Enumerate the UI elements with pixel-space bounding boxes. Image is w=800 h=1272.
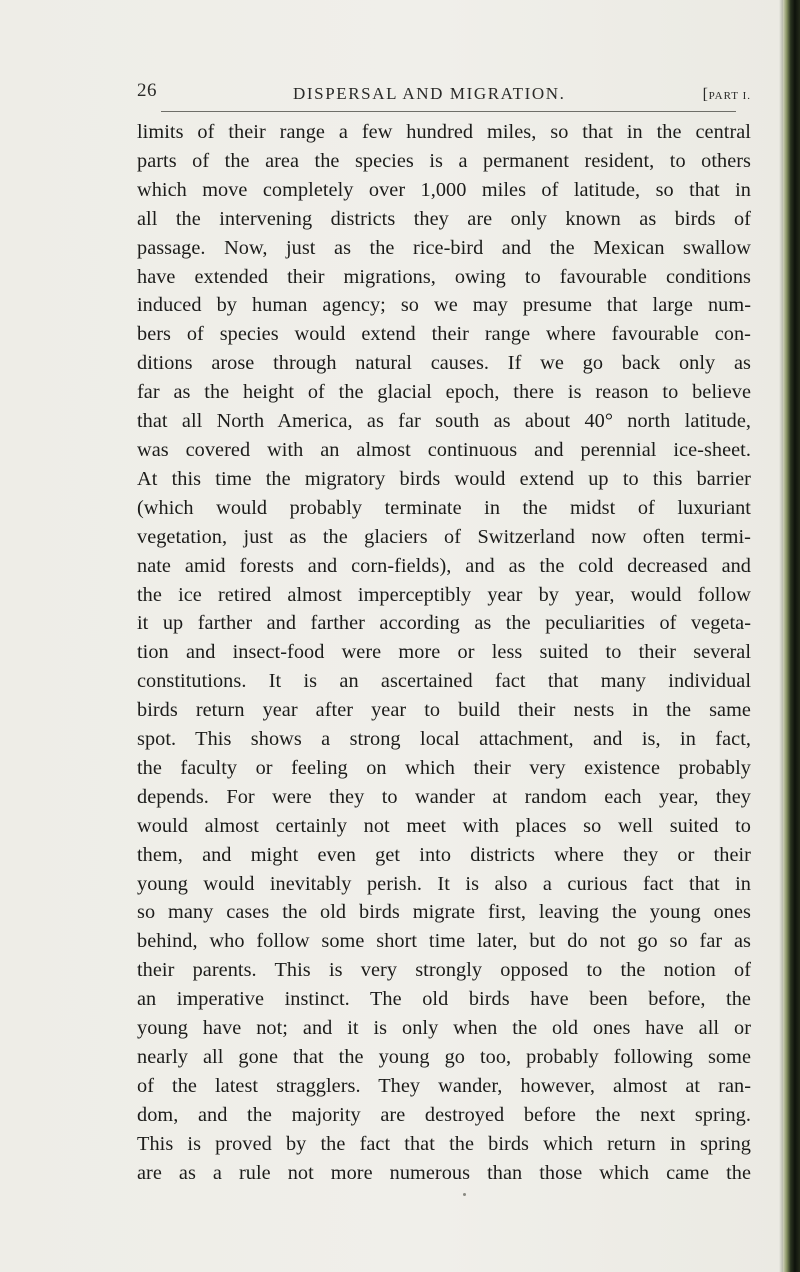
text-line: which move completely over 1,000 miles of latitude, so that in	[137, 178, 751, 201]
text-line: dom, and the majority are destroyed before the next spring.	[137, 1103, 751, 1126]
text-line: At this time the migratory birds would extend up to this barrier	[137, 467, 751, 490]
text-line: behind, who follow some short time later, but do not go so far as	[137, 930, 751, 953]
text-line: spot. This shows a strong local attachment, and is, in fact,	[137, 728, 751, 751]
text-line: so many cases the old birds migrate first, leaving the young ones	[137, 901, 751, 924]
part-label	[703, 86, 751, 104]
text-line: passage. Now, just as the rice-bird and the Mexican swallow	[137, 236, 751, 259]
text-line: constitutions. It is an ascertained fact that many individual	[137, 670, 751, 693]
chapter-title: DISPERSAL AND MIGRATION.	[293, 84, 566, 103]
page-number: 26	[137, 80, 157, 101]
text-line: an imperative instinct. The old birds have been before, the	[137, 988, 751, 1011]
part-label-text: PART I.	[708, 90, 751, 102]
text-line: young have not; and it is only when the old ones have all or	[137, 1017, 751, 1040]
text-line: the ice retired almost imperceptibly year by year, would follow	[137, 583, 751, 606]
text-line: would almost certainly not meet with places so well suited to	[137, 814, 751, 837]
body-text	[137, 118, 751, 1188]
text-line: them, and might even get into districts where they or their	[137, 843, 751, 866]
header-rule	[161, 111, 736, 112]
text-line: the faculty or feeling on which their very existence probably	[137, 756, 751, 779]
text-line: birds return year after year to build their nests in the same	[137, 699, 751, 722]
text-line: was covered with an almost continuous and perennial ice-sheet.	[137, 438, 751, 461]
text-line: vegetation, just as the glaciers of Switzerland now often termi-	[137, 525, 751, 548]
text-line: induced by human agency; so we may presume that large num-	[137, 294, 751, 317]
text-line: of the latest stragglers. They wander, however, almost at ran-	[137, 1074, 751, 1097]
running-head	[137, 80, 751, 112]
book-spine-edge	[783, 0, 800, 1272]
text-line: limits of their range a few hundred miles, so that in the central	[137, 121, 751, 143]
text-line: it up farther and farther according as the peculiarities of vegeta-	[137, 612, 751, 635]
text-line: (which would probably terminate in the midst of luxuriant	[137, 496, 751, 519]
text-line: nate amid forests and corn-fields), and as the cold decreased and	[137, 554, 751, 577]
text-line: tion and insect-food were more or less suited to their several	[137, 641, 751, 664]
text-line: are as a rule not more numerous than those which came the	[137, 1161, 751, 1184]
text-line: nearly all gone that the young go too, probably following some	[137, 1046, 751, 1068]
text-line: depends. For were they to wander at random each year, they	[137, 785, 751, 808]
text-line: that all North America, as far south as about 40° north latitude,	[137, 410, 751, 433]
text-line: their parents. This is very strongly opposed to the notion of	[137, 959, 751, 982]
text-line: bers of species would extend their range where favourable con-	[137, 323, 751, 346]
print-speck	[463, 1193, 466, 1196]
text-line: This is proved by the fact that the birds which return in spring	[137, 1132, 751, 1155]
text-line: young would inevitably perish. It is also a curious fact that in	[137, 872, 751, 895]
text-line: have extended their migrations, owing to favourable conditions	[137, 265, 751, 288]
part-bracket: [	[702, 86, 709, 103]
text-line: parts of the area the species is a permanent resident, to others	[137, 149, 751, 172]
text-line: far as the height of the glacial epoch, there is reason to believe	[137, 381, 751, 404]
text-line: ditions arose through natural causes. If we go back only as	[137, 352, 751, 375]
text-line: all the intervening districts they are only known as birds of	[137, 207, 751, 230]
